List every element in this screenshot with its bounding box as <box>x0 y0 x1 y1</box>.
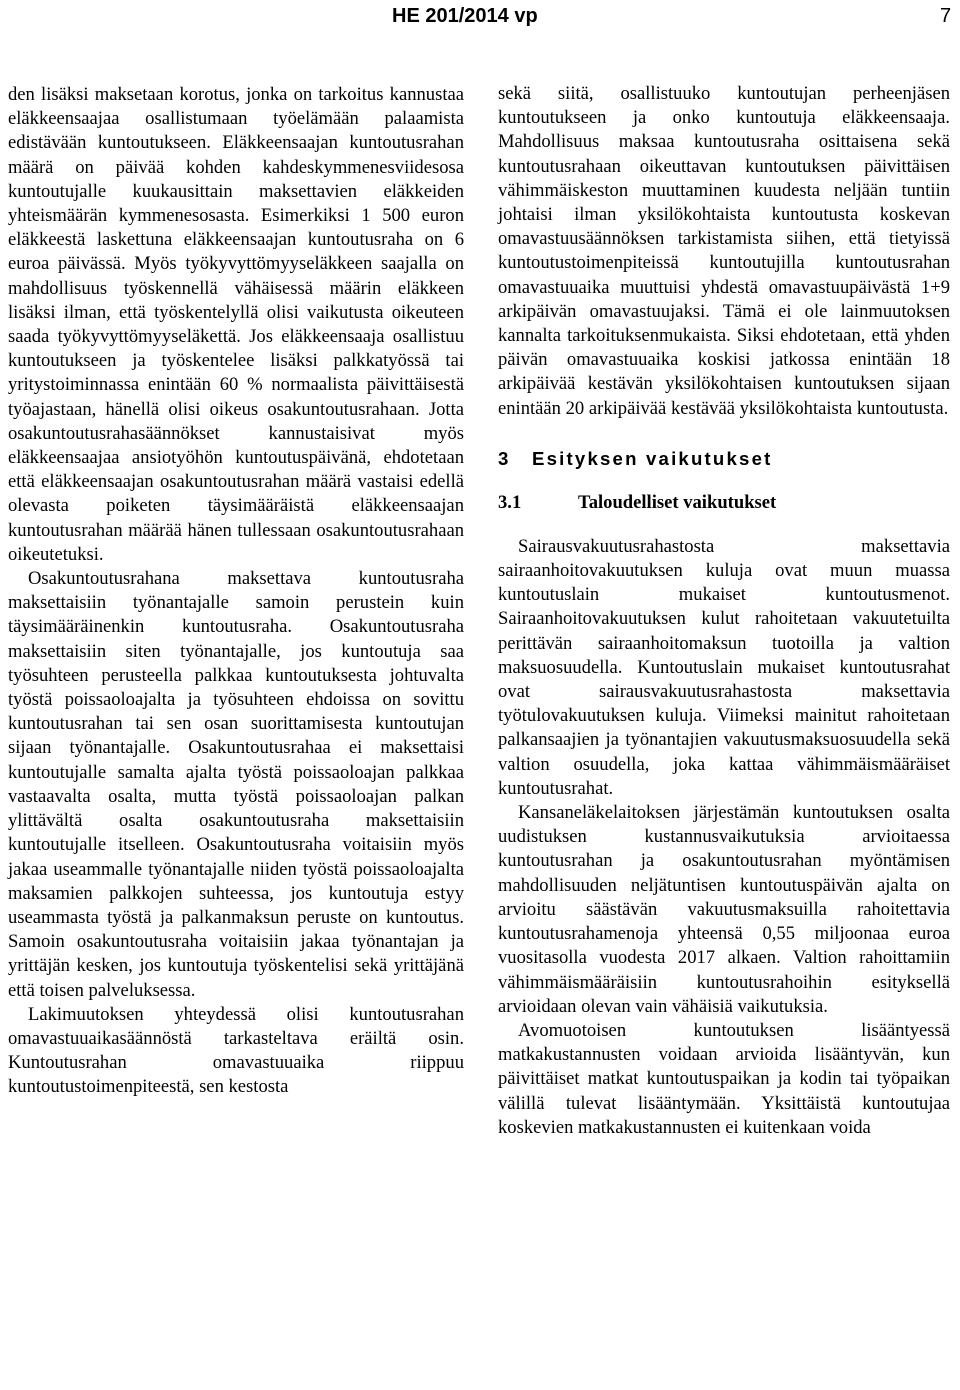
paragraph: Osakuntoutusrahana maksettava kuntoutusraha maksettaisiin työnantajalle samoin perustein kuin täysimääräinenkin kuntoutusraha. Osakuntoutusraha maksettaisiin siten työnantajalle, jos kuntoutuja saa työsuhteen perusteella palkkaa kuntoutuksesta johtuvalta työstä poissaoloajalta ja työsuhteen ehdoissa on sovittu kuntoutusrahan tai sen osan suorittamisesta kuntoutujan sijaan työnantajalle. Osakuntoutusrahaa ei maksettaisi kuntoutujalle samalta ajalta työstä poissaoloajan palkkaa vastaavalta osalta, mutta työstä poissaoloajan palkan ylittävältä osalta osakuntoutusraha maksettaisiin kuntoutujalle itselleen. Osakuntoutusraha voitaisiin myös jakaa useammalle työnantajalle niiden työstä poissaoloajalta maksamien palkkojen suhteessa, jos kuntoutuja estyy useammasta työstä ja palkanmaksun peruste on kuntoutus. Samoin osakuntoutusraha voitaisiin jakaa työnantajan ja yrittäjän kesken, jos kuntoutuja työskentelisi sekä yrittäjänä että toisen palveluksessa. <box>8 568 464 1001</box>
subsection-title: Taloudelliset vaikutukset <box>578 491 777 513</box>
paragraph: Avomuotoisen kuntoutuksen lisääntyessä matkakustannusten voidaan arvioida lisääntyvän, kun päivittäiset matkat kuntoutuspaikan ja kodin tai työpaikan välillä tulevat lisääntymään. Yksittäistä kuntoutujaa koskevien matkakustannusten ei kuitenkaan voida <box>498 1019 950 1138</box>
paragraph: Lakimuutoksen yhteydessä olisi kuntoutusrahan omavastuuaikasäännöstä tarkasteltava eräiltä osin. Kuntoutusrahan omavastuuaika riippuu kuntoutustoimenpiteestä, sen kestosta <box>8 1003 464 1098</box>
paragraph: Kansaneläkelaitoksen järjestämän kuntoutuksen osalta uudistuksen kustannusvaikutuksia arvioitaessa kuntoutusrahan ja osakuntoutusrahan myöntämisen mahdollisuuden neljätuntisen kuntoutuspäivän ajalta on arvioitu säästävän vakuutusmaksuilla rahoitettavia kuntoutusrahamenoja yhteensä 0,55 miljoonaa euroa vuositasolla vuodesta 2017 alkaen. Valtion rahoittamiin vähimmäismääräisiin kuntoutusrahoihin esityksellä arvioidaan olevan vain vähäisiä vaikutuksia. <box>498 802 950 1017</box>
section-number: 3 <box>498 447 509 469</box>
paragraph: Sairausvakuutusrahastosta maksettavia sairaanhoitovakuutuksen kuluja ovat muun muassa kuntoutuslain mukaiset kuntoutusmenot. Sairaanhoitovakuutuksen kulut rahoitetaan vakuutetuilta perittävän sairaanhoitomaksun tuotoilla ja valtion maksuosuudella. Kuntoutuslain mukaiset kuntoutusrahat ovat sairausvakuutusrahastosta maksettavia työtulovakuutuksen kuluja. Viimeksi mainitut rahoitetaan palkansaajien ja työnantajien vakuutusmaksuosuudella sekä valtion osuudella, joka kattaa vähimmäismääräiset kuntoutusrahat. <box>498 535 950 799</box>
subsection-number: 3.1 <box>498 491 522 513</box>
paragraph: den lisäksi maksetaan korotus, jonka on tarkoitus kannustaa eläkkeensaajaa osallistumaan työelämään palaamista edistävään kuntoutukseen. Eläkkeensaajan kuntoutusrahan määrä on päivää kohden kahdeskymmenesviidesosa kuntoutujalle kuukausittain maksettavien eläkkeiden yhteismäärän kymmenesosasta. Esimerkiksi 1 500 euron eläkkeestä laskettuna eläkkeensaajan kuntoutusraha on 6 euroa päivässä. Myös työkyvyttömyyseläkkeen saajalla on mahdollisuus työskennellä vähäisessä määrin eläkkeen lisäksi ilman, että työskentelyllä olisi vaikutusta oikeuteen saada työkyvyttömyyseläkettä. Jos eläkkeensaaja osallistuu kuntoutukseen ja työskentelee lisäksi palkkatyössä tai yritystoiminnassa enintään 60 % normaalista päivittäisestä työajastaan, hänellä olisi oikeus osakuntoutusrahaan. Jotta osakuntoutusrahasäännökset kannustaisivat myös eläkkeensaajaa ansiotyöhön kuntoutuspäivänä, ehdotetaan että eläkkeensaajan osakuntoutusrahan määrä vastaisi edellä olevasta poiketen täysimääräistä eläkkeensaajan kuntoutusrahan määrää hänen tullessaan osakuntoutusrahaan oikeutetuksi. <box>8 84 464 565</box>
paragraph: sekä siitä, osallistuuko kuntoutujan perheenjäsen kuntoutukseen ja onko kuntoutuja eläkkeensaaja. Mahdollisuus maksaa kuntoutusraha osittaisena sekä kuntoutusrahaan oikeuttavan kuntoutuksen päivittäisen vähimmäiskeston muuttaminen kuudesta neljään tuntiin johtaisi ilman yksilökohtaista kuntoutusta koskevan omavastuusäännöksen tarkistamista siihen, että tietyissä kuntoutustoimenpiteissä kuntoutujilla kuntoutusrahan omavastuuaika muuttuisi yhdestä omavastuupäivästä 1+9 arkipäivän omavastuujaksi. Tämä ei ole lainmuutoksen kannalta tarkoituksenmukaista. Siksi ehdotetaan, että yhden päivän omavastuuaika koskisi jatkossa enintään 18 arkipäivää kestävän yksilökohtaisen kuntoutuksen sijaan enintään 20 arkipäivää kestävää yksilökohtaista kuntoutusta. <box>498 83 950 419</box>
page-header <box>0 4 960 34</box>
right-column <box>498 82 950 1140</box>
subsection-heading <box>498 491 950 515</box>
document-id: HE 201/2014 vp <box>392 5 538 27</box>
left-column <box>8 83 464 1100</box>
section-title: Esityksen vaikutukset <box>532 447 773 469</box>
page-number: 7 <box>940 5 952 27</box>
section-heading <box>498 447 950 471</box>
